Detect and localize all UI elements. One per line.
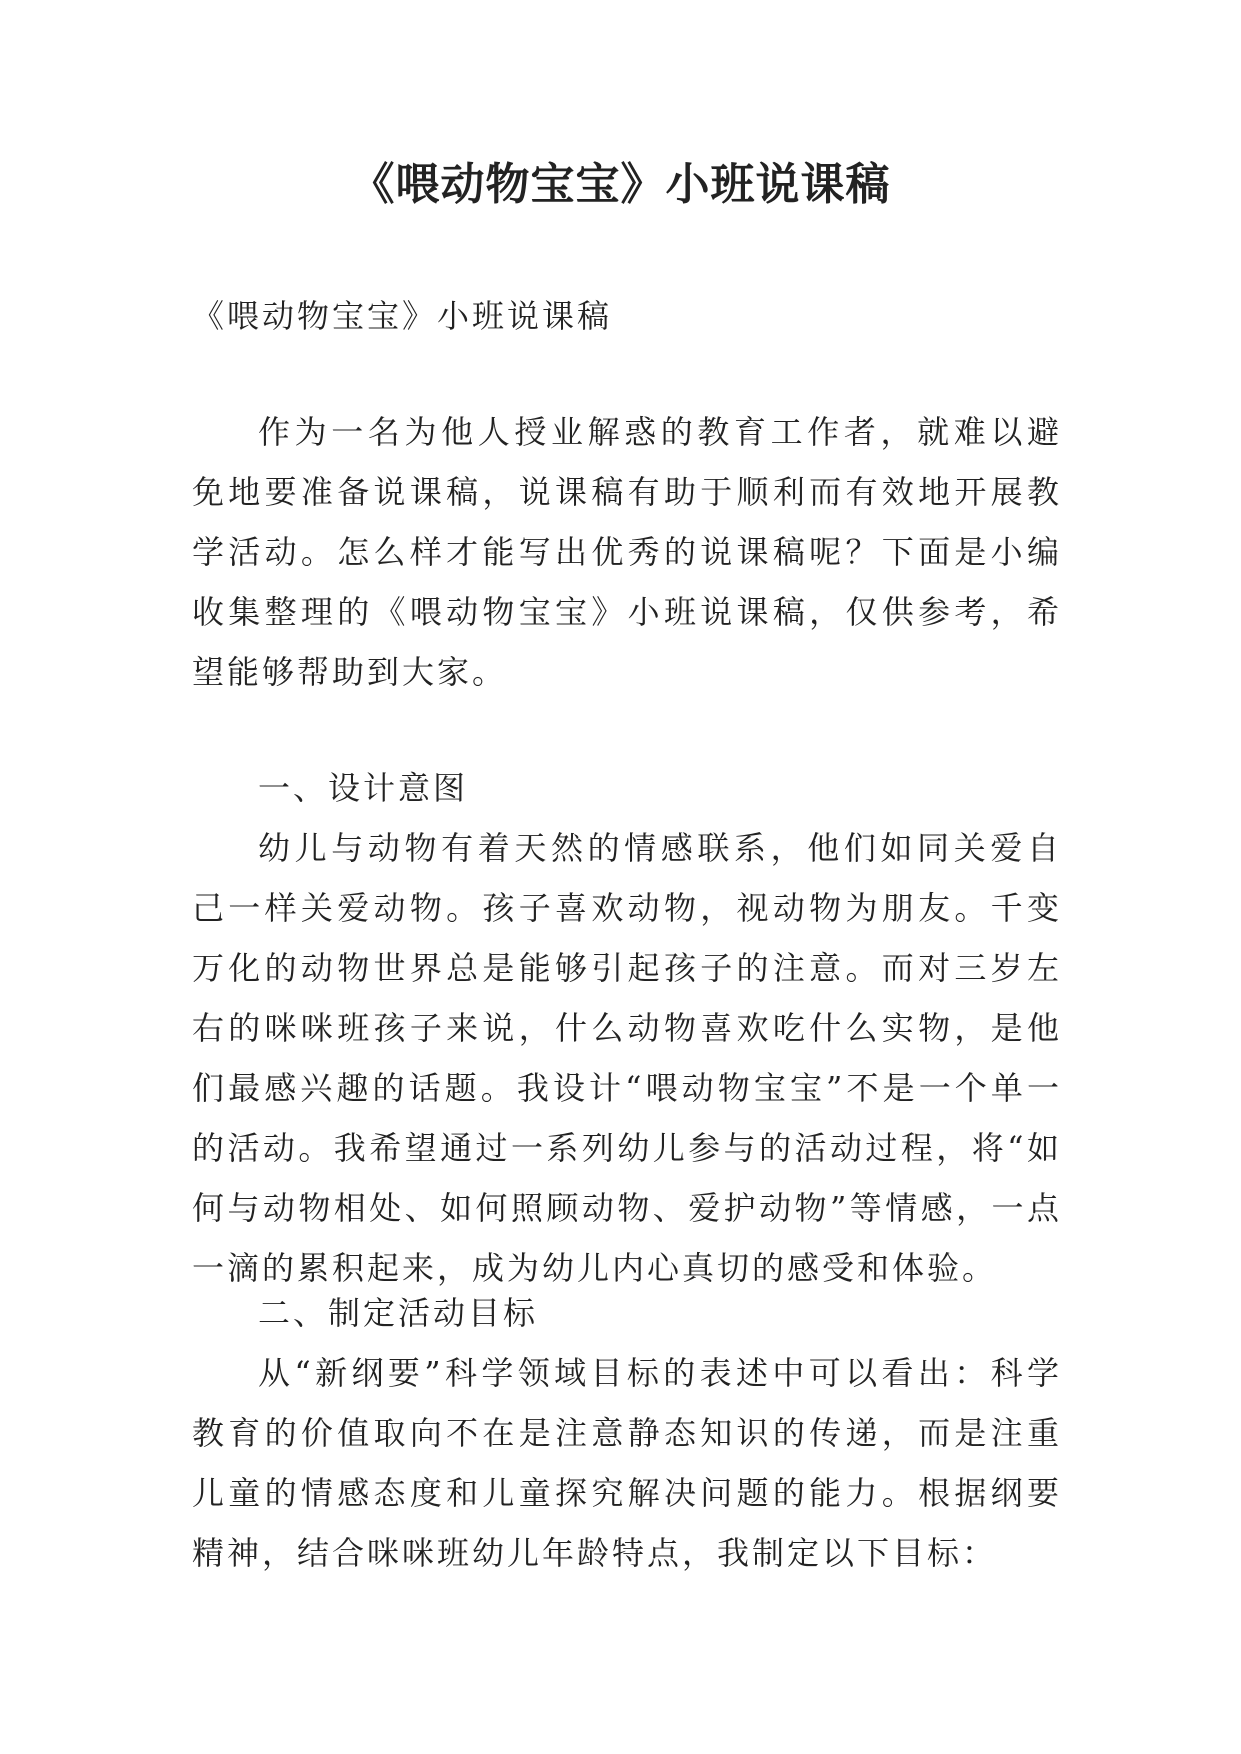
activity-goals-paragraph: 从“新纲要”科学领域目标的表述中可以看出：科学教育的价值取向不在是注意静态知识的传递，而是注重儿童的情感态度和儿童探究解决问题的能力。根据纲要精神，结合咪咪班幼儿年龄特点，我制定以下目标： <box>192 1354 1062 1572</box>
document-subtitle: 《喂动物宝宝》小班说课稿 <box>192 297 613 335</box>
design-intent-paragraph: 幼儿与动物有着天然的情感联系，他们如同关爱自己一样关爱动物。孩子喜欢动物，视动物为朋友。千变万化的动物世界总是能够引起孩子的注意。而对三岁左右的咪咪班孩子来说，什么动物喜欢吃什么实物，是他们最感兴趣的话题。我设计“喂动物宝宝”不是一个单一的活动。我希望通过一系列幼儿参与的活动过程，将“如何与动物相处、如何照顾动物、爱护动物”等情感，一点一滴的累积起来，成为幼儿内心真切的感受和体验。 <box>192 829 1062 1287</box>
section-heading-activity-goals: 二、制定活动目标 <box>258 1294 539 1332</box>
section-heading-design-intent: 一、设计意图 <box>258 769 469 807</box>
document-title: 《喂动物宝宝》小班说课稿 <box>350 159 891 210</box>
intro-paragraph: 作为一名为他人授业解惑的教育工作者，就难以避免地要准备说课稿，说课稿有助于顺利而有效地开展教学活动。怎么样才能写出优秀的说课稿呢？下面是小编收集整理的《喂动物宝宝》小班说课稿，仅供参考，希望能够帮助到大家。 <box>192 413 1062 691</box>
